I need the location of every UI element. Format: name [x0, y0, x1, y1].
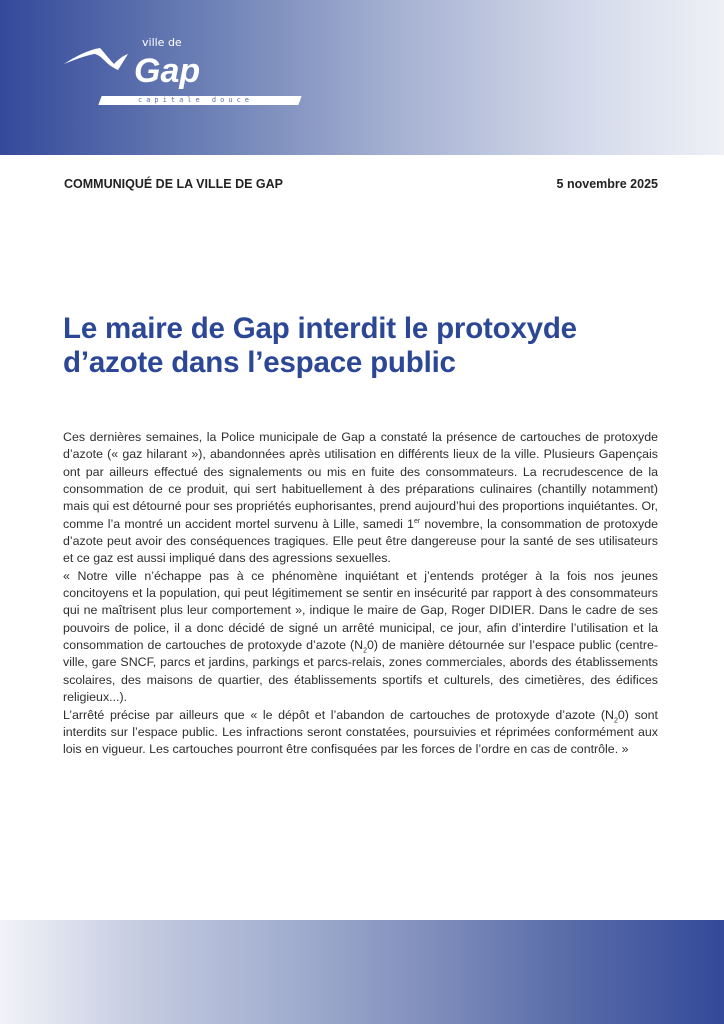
title-line-2: d’azote dans l’espace public [63, 346, 456, 379]
formula-subscript: 2 [614, 716, 618, 724]
logo-tagline-text: capitale douce [138, 96, 254, 104]
formula-subscript: 2 [363, 647, 367, 655]
footer-band [0, 920, 724, 1024]
paragraph-3-text-b: 0) sont interdits sur l’espace public. Les infractions seront constatées, poursuivies et réprimées conformément aux lois en vigueur. Les cartouches pourront être confisquées par les forces de l’ordre en cas de contrôle. » [63, 707, 658, 757]
paragraph-2-text-b: 0) de manière détournée sur l’espace public (centre-ville, gare SNCF, parcs et jardins, parkings et parcs-relais, zones commerciales, abords des établissements scolaires, des maisons de quartier, des établissements sportifs et culturels, des cimetières, des édifices religieux...). [63, 638, 658, 705]
page-title [63, 312, 684, 380]
header-band [0, 0, 724, 155]
ville-de-gap-logo [62, 36, 312, 114]
paragraph-1 [63, 429, 658, 568]
ordinal-superscript: er [413, 517, 421, 525]
logo-top-text: ville de [142, 36, 182, 49]
paragraph-2-text-a: « Notre ville n’échappe pas à ce phénomène inquiétant et j’entends protéger à la fois nos jeunes concitoyens et la population, qui peut légitimement se sentir en insécurité par rapport à des consommateurs qui ne maîtrisent plus leur comportement », indique le maire de Gap, Roger DIDIER. Dans le cadre de ses pouvoirs de police, il a donc décidé de signé un arrêté municipal, ce jour, afin d’interdire l’utilisation et la consommation de cartouches de protoxyde d’azote (N [63, 568, 658, 653]
paragraph-3-text-a: L’arrêté précise par ailleurs que « le dépôt et l’abandon de cartouches de protoxyde d’azote (N [63, 707, 614, 722]
communique-meta [64, 177, 658, 191]
communique-date: 5 novembre 2025 [556, 177, 658, 191]
paragraph-1-text-a: Ces dernières semaines, la Police municipale de Gap a constaté la présence de cartouches de protoxyde d’azote (« gaz hilarant »), abandonnées après utilisation en différents lieux de la ville. Plusieurs Gapençais ont par ailleurs effectué des signalements ou mis en fuite des consommateurs. La recrudescence de la consommation de ce produit, qui sert habituellement à des préparations culinaires (chantilly notamment) mais qui est détourné pour ses propriétés euphorisantes, prend aujourd’hui des proportions inquiétantes. Or, comme l’a montré un accident mortel survenu à Lille, samedi 1 [63, 430, 658, 531]
paragraph-3 [63, 707, 658, 759]
paragraph-1-text-b: novembre, la consommation de protoxyde d’azote peut avoir des conséquences tragiques. Elle peut être dangereuse pour la santé de ses utilisateurs et ce gaz est aussi impliqué dans des agressions sexuelles. [63, 516, 659, 566]
paragraph-2 [63, 568, 658, 707]
title-line-1: Le maire de Gap interdit le protoxyde [63, 312, 577, 345]
article-body [63, 429, 658, 759]
logo-main-text: Gap [134, 52, 201, 90]
mountain-logo-icon [62, 42, 132, 72]
communique-label: COMMUNIQUÉ DE LA VILLE DE GAP [64, 177, 283, 191]
